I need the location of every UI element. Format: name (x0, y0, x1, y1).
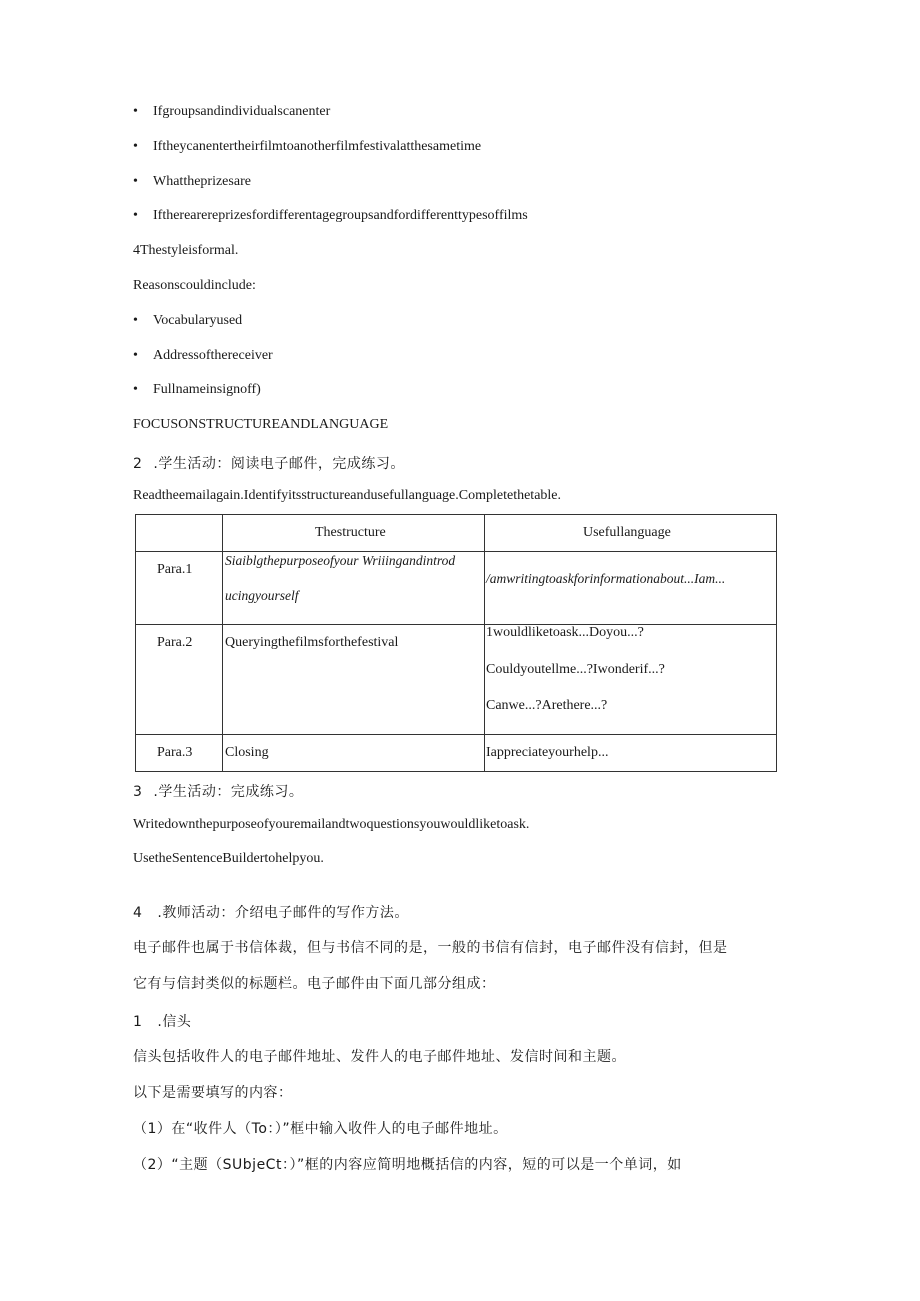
table-cell-structure: Queryingthefilmsforthefestival (225, 635, 399, 650)
table-cell-structure: ucingyourself (225, 588, 299, 603)
step-number: 3 (133, 784, 143, 800)
paragraph-cn: 信头包括收件人的电子邮件地址、发件人的电子邮件地址、发信时间和主题。 (133, 1049, 626, 1065)
list-item: Iftherearereprizesfordifferentagegroupsandfordifferenttypesoffilms (153, 208, 528, 223)
section-number: 1 (133, 1014, 143, 1030)
reasons-label: Reasonscouldinclude: (133, 278, 256, 293)
bullet-marker: • (133, 104, 138, 119)
table-header-structure: Thestructure (315, 525, 386, 540)
list-item: Addressofthereceiver (153, 348, 273, 363)
bullet-marker: • (133, 382, 138, 397)
section-text: .信头 (157, 1014, 192, 1030)
step-number: 4 (133, 905, 143, 921)
list-item: Fullnameinsignoff) (153, 382, 261, 397)
step-text: .教师活动：介绍电子邮件的写作方法。 (157, 905, 409, 921)
step-3-heading (133, 781, 303, 801)
section-heading: FOCUSONSTRUCTUREANDLANGUAGE (133, 417, 389, 432)
table-cell-para: Para.3 (157, 745, 193, 760)
table-cell-language: Iappreciateyourhelp... (486, 745, 609, 760)
list-item: Ifgroupsandindividualscanenter (153, 104, 331, 119)
bullet-marker: • (133, 174, 138, 189)
step-3-line-1: Writedownthepurposeofyouremailandtwoquestionsyouwouldliketoask. (133, 817, 530, 832)
list-item: Vocabularyused (153, 313, 243, 328)
bullet-marker: • (133, 313, 138, 328)
paragraph-cn: 以下是需要填写的内容： (133, 1085, 293, 1101)
table-cell-para: Para.1 (157, 562, 193, 577)
step-text: .学生活动：阅读电子邮件，完成练习。 (153, 456, 405, 472)
table-cell-para: Para.2 (157, 635, 193, 650)
list-item: Whattheprizesare (153, 174, 251, 189)
bullet-marker: • (133, 139, 138, 154)
table-cell-structure: Closing (225, 745, 269, 760)
bullet-marker: • (133, 348, 138, 363)
table-cell-language: /amwritingtoaskforinformationabout...Iam... (486, 571, 726, 586)
table-cell-language: Canwe...?Arethere...? (486, 698, 608, 713)
table-cell-structure: Siaiblgthepurposeofyour Wriiingandintrod (225, 553, 456, 568)
table-header-language: Usefullanguage (583, 525, 671, 540)
list-item-2: （2）“主题（SUbjeCt：）”框的内容应简明地概括信的内容，短的可以是一个单词，如 (133, 1157, 682, 1173)
step-2-heading (133, 453, 405, 473)
table-cell-language: 1wouldliketoask...Doyou...? (486, 625, 644, 640)
paragraph-cn: 电子邮件也属于书信体裁，但与书信不同的是，一般的书信有信封，电子邮件没有信封，但是 (133, 940, 728, 956)
step-2-instruction: Readtheemailagain.Identifyitsstructureandusefullanguage.Completethetable. (133, 488, 562, 503)
section-1-heading (133, 1011, 191, 1031)
style-statement: 4Thestyleisformal. (133, 243, 239, 258)
bullet-marker: • (133, 208, 138, 223)
table-cell-language: Couldyoutellme...?Iwonderif...? (486, 662, 665, 677)
list-item: Iftheycanentertheirfilmtoanotherfilmfestivalatthesametime (153, 139, 482, 154)
step-3-line-2: UsetheSentenceBuildertohelpyou. (133, 851, 324, 866)
list-item-1: （1）在“收件人（To：）”框中输入收件人的电子邮件地址。 (133, 1121, 508, 1137)
step-number: 2 (133, 456, 143, 472)
paragraph-cn: 它有与信封类似的标题栏。电子邮件由下面几部分组成： (133, 976, 496, 992)
step-4-heading (133, 902, 409, 922)
step-text: .学生活动：完成练习。 (153, 784, 304, 800)
